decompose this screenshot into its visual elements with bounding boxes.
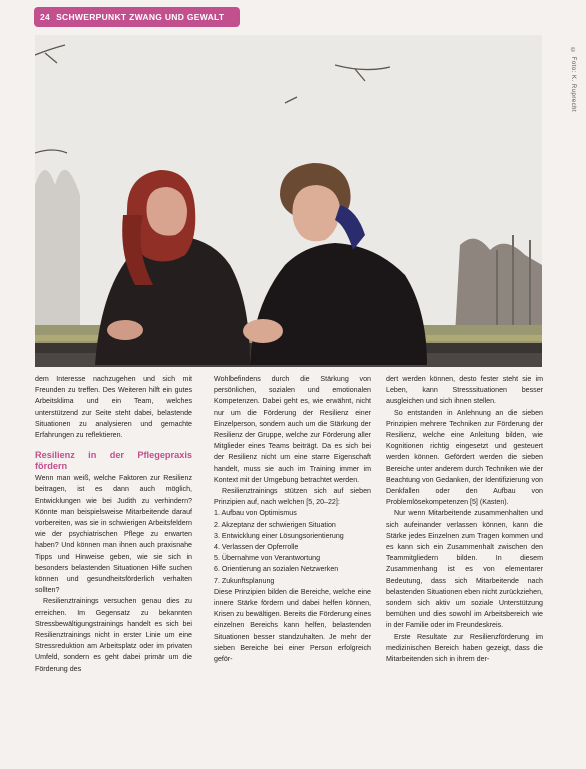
paragraph: Wohlbefindens durch die Stärkung von persönlichen, sozialen und emotionalen Kompetenzen. Dabei geht es, wie erwähnt, nicht nur um die Förderung der Resilienz einer Einzelperson, sondern auch um die Stärkung der Resilienz der Gruppe, welche zur Förderung aller Mitglieder eines Teams beiträgt. Da es sich bei der Resilienz nicht um eine starre Eigenschaft handelt, muss sie auch im Training immer im Kontext mit der Umgebung betrachtet werden. (214, 375, 371, 484)
article-photo (35, 35, 542, 367)
paragraph: Diese Prinzipien bilden die Bereiche, welche eine innere Stärke fördern und dabei helfen können, Krisen zu bewältigen. Bereits die Förderung eines einzelnen Bereichs kann helfen, belastenden Situationen besser standzuhalten. Je mehr der sieben Bereiche bei einer Person erfolgreich geför- (214, 587, 371, 664)
paragraph: dem Interesse nachzugehen und sich mit Freunden zu treffen. Des Weiteren hilft ein gutes Arbeitsklima und ein Team, welches unterstützend zur Seite steht dabei, belastende Situationen zu analysieren und gemachte Erfahrungen zu reflektieren. (35, 375, 192, 440)
list-item: 7. Zukunftsplanung (214, 576, 275, 585)
list-item: 5. Übernahme von Verantwortung (214, 554, 321, 563)
principles-list (214, 508, 371, 586)
paragraph: So entstanden in Anlehnung an die sieben Prinzipien mehrere Techniken zur Förderung der Resilienz, welche eine Anleitung bilden, wie Kognitionen richtig eingesetzt und gesteuert werden können. Gefördert werden die sieben Bereiche unter anderem durch Techniken wie der Beachtung von Gedanken, der Identifizierung von Denkfallen oder den Aufbau von Problemlösekompetenzen [5] (Kasten). (386, 408, 543, 507)
paragraph: Erste Resultate zur Resilienzförderung im medizinischen Bereich haben gezeigt, dass die Mitarbeitenden sich in ihrem der- (386, 632, 543, 664)
section-header (34, 7, 240, 27)
text-column-2 (214, 374, 371, 665)
list-item: 3. Entwicklung einer Lösungsorientierung (214, 531, 344, 540)
paragraph: Resilienztrainings versuchen genau dies zu erreichen. Im Gegensatz zu bekannten Stressbewältigungstrainings handelt es sich bei Resilienztrainings nicht in erster Linie um eine Stressreduktion am Arbeitsplatz oder im privaten Umfeld, sondern es geht dabei primär um die Förderung des (35, 597, 192, 673)
text-column-3 (386, 374, 543, 665)
paragraph: Nur wenn Mitarbeitende zusammenhalten und sich aufeinander verlassen können, kann die Stärke jedes Einzelnen zum Tragen kommen und es kann sich ein Zusammenhalt zwischen den Teammitgliedern bilden. In diesem Zusammenhang ist es von elementarer Bedeutung, dass sich Mitarbeitende nach belastenden Situationen eben nicht zurückziehen, sondern sich aktiv um soziale Unterstützung bemühen und dies sowohl im Arbeitsbereich wie in der Familie oder im Freundeskreis. (386, 509, 543, 630)
list-item: 2. Akzeptanz der schwierigen Situation (214, 520, 336, 529)
subheading: Resilienz in der Pflegepraxis fördern (35, 450, 192, 472)
section-title: SCHWERPUNKT ZWANG UND GEWALT (56, 12, 225, 22)
photo-two-women-on-railing (35, 35, 542, 367)
list-item: 6. Orientierung an sozialen Netzwerken (214, 565, 339, 574)
paragraph: dert werden können, desto fester steht sie im Leben, kann Stresssituationen besser ausgleichen und sich ihnen stellen. (386, 375, 543, 406)
text-column-1 (35, 374, 192, 675)
list-item: 1. Aufbau von Optimismus (214, 509, 297, 518)
photo-credit: © Foto: K. Ruprecht (570, 48, 576, 113)
paragraph: Wenn man weiß, welche Faktoren zur Resilienz beitragen, ist es dann auch möglich, Entwicklungen wie bei Judith zu verhindern? Könnte man beispielsweise Mitarbeitende darauf vorbereiten, was sie in schwierigen Arbeitsfeldern wie der psychiatrischen Pflege zu erwarten haben? Und können man ihnen auch praxisnahe Tipps und Hinweise geben, wie sie sich in besonders belastenden Situationen Hilfe suchen können und gesundheitsförderlich verhalten sollten? (35, 474, 192, 595)
paragraph: Resilienztrainings stützen sich auf sieben Prinzipien auf, nach welchen [5, 20–22]: (214, 487, 371, 507)
list-item: 4. Verlassen der Opferrolle (214, 543, 299, 552)
page-number: 24 (40, 12, 51, 22)
